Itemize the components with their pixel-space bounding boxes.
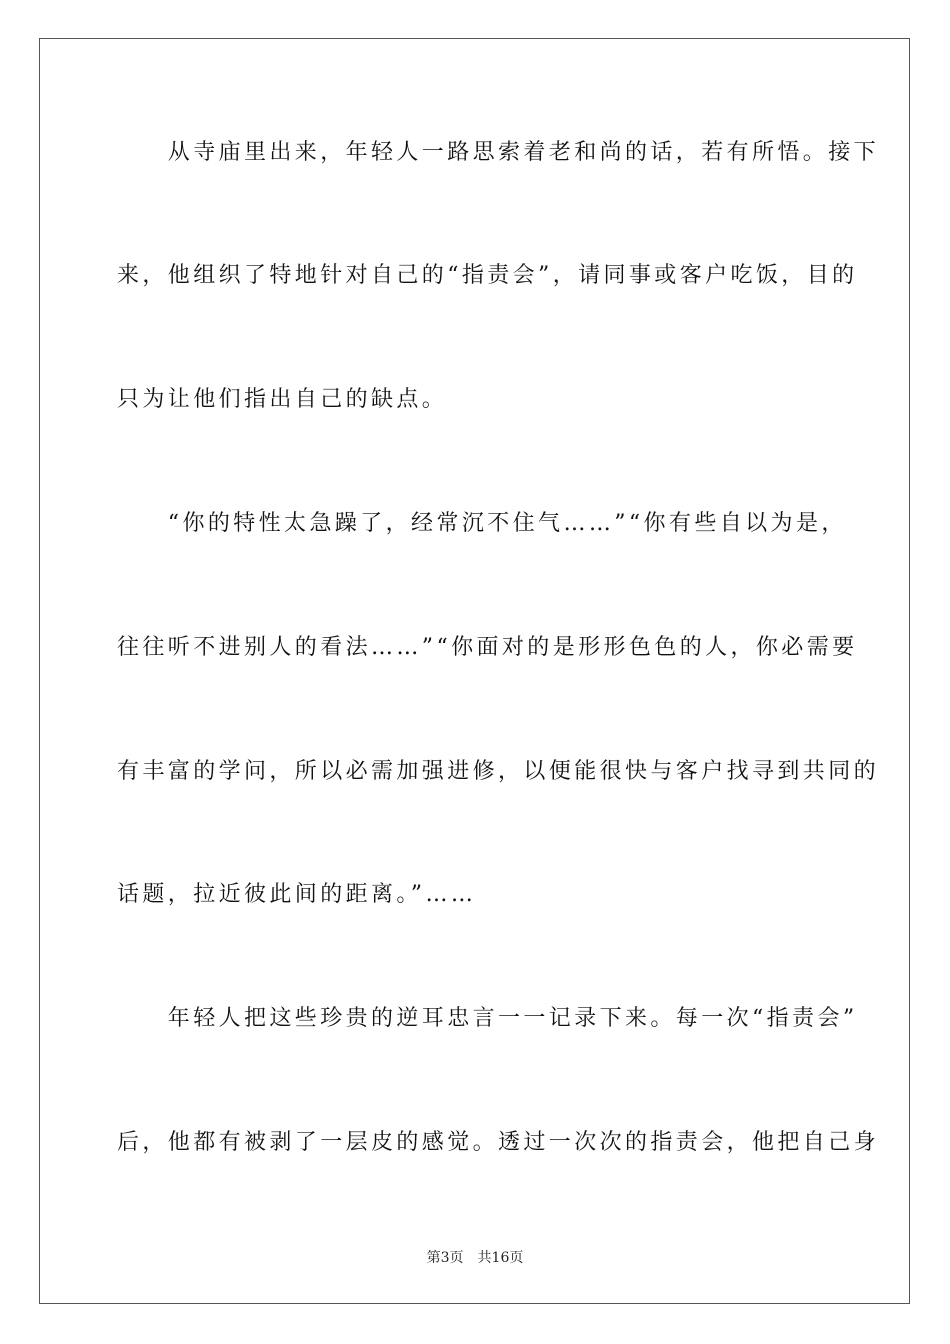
body-text-line: 话题，拉近彼此间的距离。”……: [117, 882, 477, 907]
body-text-line: “你的特性太急躁了，经常沉不住气……”“你有些自以为是，: [117, 511, 847, 536]
body-text-line: 从寺庙里出来，年轻人一路思索着老和尚的话，若有所悟。接下: [117, 140, 880, 165]
page-number: 第3页: [426, 1250, 464, 1266]
page-footer: [0, 1247, 950, 1267]
page-total: 共16页: [477, 1250, 524, 1266]
body-text-line: 只为让他们指出自己的缺点。: [117, 387, 448, 412]
body-text-line: 后，他都有被剥了一层皮的感觉。透过一次次的指责会，他把自己身: [117, 1130, 880, 1155]
page-border: [39, 38, 910, 1304]
body-text-line: 有丰富的学问，所以必需加强进修，以便能很快与客户找寻到共同的: [117, 759, 880, 784]
body-text-line: 年轻人把这些珍贵的逆耳忠言一一记录下来。每一次“指责会”: [117, 1006, 858, 1031]
body-text-line: 往往听不进别人的看法……”“你面对的是形形色色的人，你必需要: [117, 635, 858, 660]
body-text-line: 来，他组织了特地针对自己的“指责会”，请同事或客户吃饭，目的: [117, 263, 858, 288]
